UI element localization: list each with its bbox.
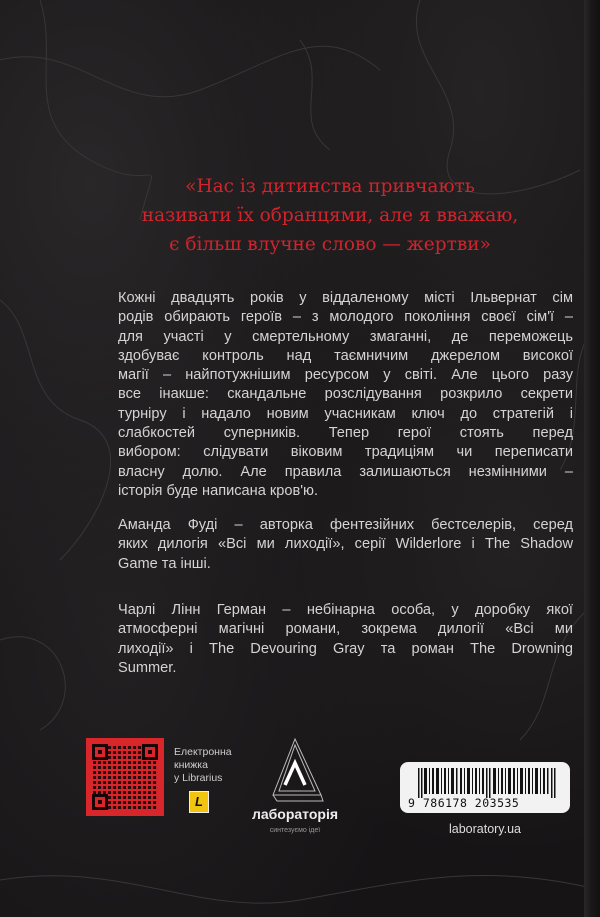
author-bio-herman	[118, 601, 573, 678]
author-bio-foody	[118, 516, 573, 574]
laboratoria-logo-icon	[265, 735, 325, 805]
book-spine-edge	[584, 0, 600, 917]
text-line: родів обирають героїв – з молодого покоління своєї сім'ї –	[118, 309, 573, 326]
text-line: вибором: слідувати віковим традиціям чи переписати	[118, 444, 573, 461]
quote-line: «Нас із дитинства привчають	[185, 176, 475, 197]
text-line: яких дилогія «Всі ми лиходії», серії Wilderlore і The Shadow	[118, 536, 573, 553]
ebook-line: у Librarius	[174, 772, 223, 784]
text-line: Game та інші.	[118, 555, 211, 572]
text-line: атмосферні магічні романи, зокрема дилогії «Всі ми	[118, 621, 573, 638]
ebook-line: книжка	[174, 759, 208, 771]
publisher-slogan: синтезуємо ідеї	[269, 827, 321, 834]
pull-quote	[140, 172, 520, 259]
text-line: власну долю. Але правила залишаються незмінними –	[118, 463, 573, 480]
text-line: історія буде написана кров'ю.	[118, 482, 319, 499]
isbn-barcode	[400, 762, 570, 813]
quote-line: є більш влучне слово — жертви»	[169, 234, 491, 255]
text-line: Аманда Фуді – авторка фентезійних бестселерів, серед	[118, 517, 573, 533]
isbn-number: 9 786178 203535	[408, 796, 520, 810]
text-line: здобуває контроль над таємничим джерелом високої	[118, 347, 573, 364]
text-line: Кожні двадцять років у віддаленому місті Ільвернат сім	[118, 290, 573, 306]
text-line: все інакше: скандальне розслідування розкрило секрети	[118, 386, 573, 403]
text-line: Summer.	[118, 659, 177, 676]
text-line: лиходії» і The Devouring Gray та роман The Drowning	[118, 640, 573, 657]
text-line: слабкостей суперників. Тепер герої стоять перед	[118, 425, 573, 442]
ebook-label	[174, 746, 232, 785]
text-line: Чарлі Лінн Герман – небінарна особа, у доробку якої	[118, 602, 573, 618]
qr-code	[86, 738, 164, 816]
barcode-bars	[418, 768, 558, 798]
synopsis-paragraph	[118, 289, 573, 501]
publisher-name: лабораторія	[251, 806, 339, 822]
text-line: турніру і надало новим учасникам ключ до стратегій і	[118, 405, 573, 422]
text-line: для участі у смертельному змаганні, де переможець	[118, 328, 573, 345]
text-line: магії – найпотужнішим ресурсом у світі. Але цього разу	[118, 367, 573, 384]
quote-line: називати їх обранцями, але я вважаю,	[141, 205, 519, 226]
ebook-line: Електронна	[174, 746, 232, 758]
publisher-website[interactable]: laboratory.ua	[448, 822, 522, 836]
librarius-icon: L	[189, 791, 209, 813]
